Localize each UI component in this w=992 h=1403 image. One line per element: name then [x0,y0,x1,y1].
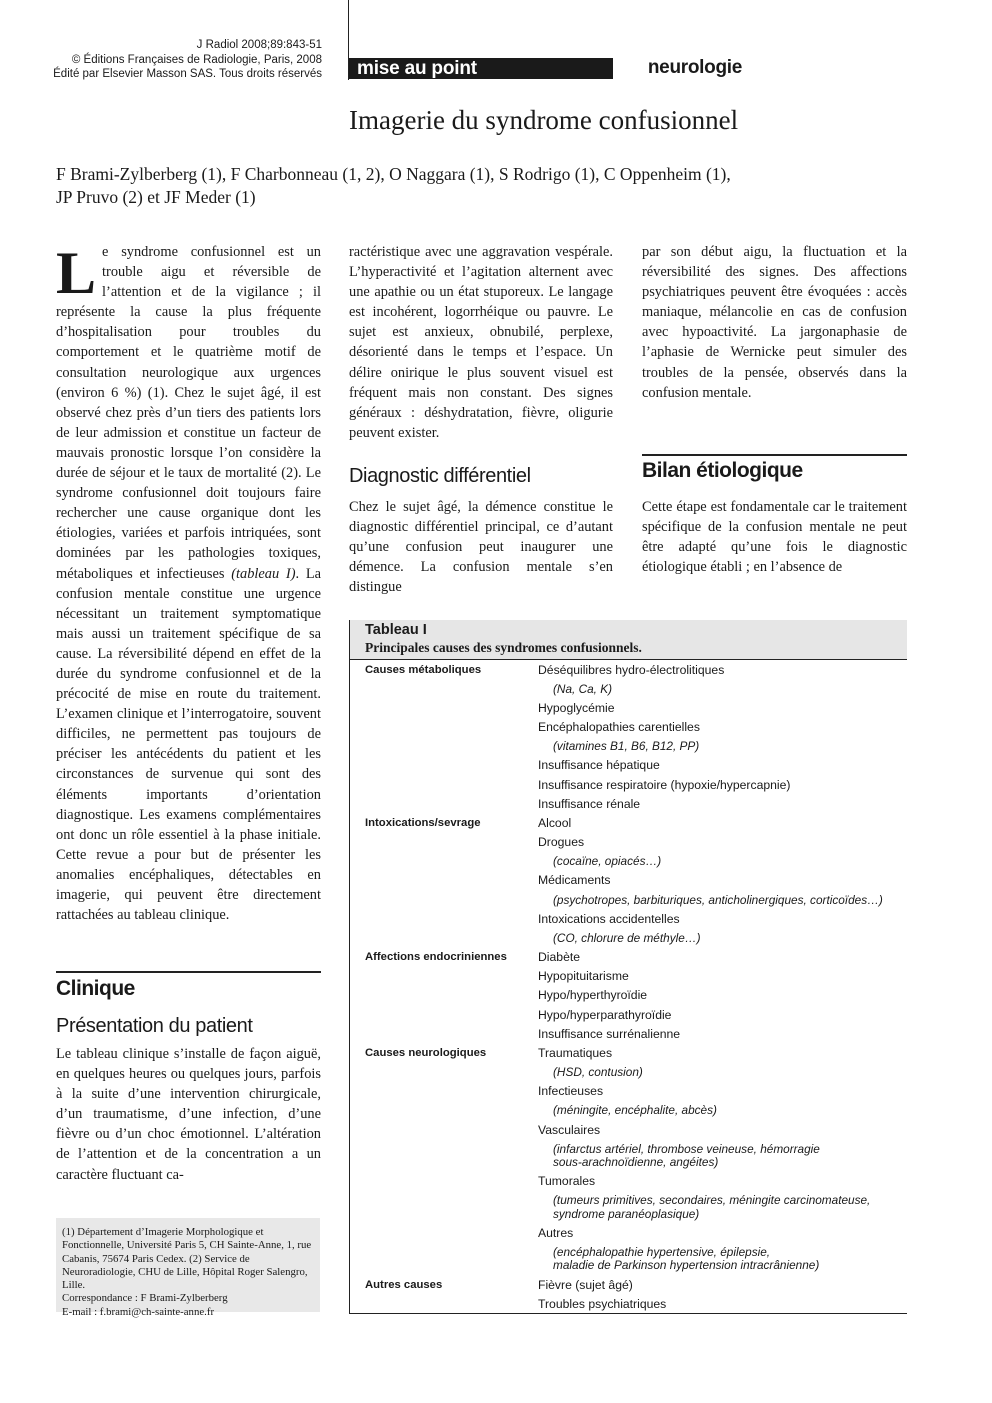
intro-paragraph [56,242,321,925]
table-category: Causes neurologiques [365,1047,487,1059]
table-item: Insuffisance respiratoire (hypoxie/hypercapnie) [538,778,791,792]
journal-reference: J Radiol 2008;89:843-51 [196,39,322,51]
column-3 [642,242,907,403]
diagnostic-paragraph [349,497,613,597]
table-item: Drogues [538,835,585,849]
table-item: Médicaments [538,873,611,887]
presentation-paragraph [56,1044,321,1185]
table-detail: syndrome paranéoplasique) [553,1207,700,1221]
table-item: Hypo/hyperparathyroïdie [538,1008,672,1022]
footnote-affiliations: (1) Département d’Imagerie Morphologique et Fonctionnelle, Université Paris 5, CH Sainte-Anne, 1, rue Cabanis, 75674 Paris Cedex. (2) Service de Neuroradiologie, CHU de Lille, Hôpital Roger Salengro, Lille. [62,1226,312,1292]
table-detail: sous-arachnoïdienne, angéites) [553,1155,719,1169]
column-1 [56,242,321,925]
table-title: Tableau I [365,622,427,638]
diagnostic-text-continued: par son début aigu, la fluctuation et la réversibilité des signes. Des affections psychiatriques peuvent être évoquées : accès maniaque, mélancolie en cas de confusion avec hypoactivité. La jargonaphasie de l’aphasie de Wernicke peut simuler des troubles de la pensée, observés dans la confusion mentale. [642,244,907,401]
table-category: Intoxications/sevrage [365,817,481,829]
column-2 [349,242,613,443]
table-detail: (méningite, encéphalite, abcès) [553,1103,717,1117]
presentation-text: Le tableau clinique s’installe de façon aiguë, en quelques heures ou quelques jours, parfois à la suite d’une intervention chirurgicale, d’un traumatisme, d’une infection, d’une fièvre ou d’un choc émotionnel. L’altération de l’attention et de la concentration a un caractère fluctuant ca- [56,1046,321,1183]
section-rule-bilan [642,454,907,456]
intro-text-1: e syndrome confusionnel est un trouble aigu et réversible de l’attention et de la vigilance ; il représente la cause la plus fréquente d’hospitalisation pour troubles du comportement et le quatrième motif de consultation neurologique aux urgences (environ 6 %) (1). Chez le sujet âgé, il est observé chez près d’un tiers des patients lors de leur admission et constitue un facteur de mauvais pronostic lorsque l’on considère la durée de séjour et le taux de mortalité (2). Le syndrome confusionnel doit toujours faire rechercher une cause organique dont les étiologies, variées et parfois intriquées, sont dominées par les pathologies toxiques, métaboliques et infectieuses [56,244,321,582]
table-category: Autres causes [365,1279,443,1291]
table-detail: (encéphalopathie hypertensive, épilepsie, [553,1245,771,1259]
table-item: Insuffisance hépatique [538,758,660,772]
heading-presentation: Présentation du patient [56,1015,253,1037]
heading-diagnostic: Diagnostic différentiel [349,465,531,487]
table-item: Encéphalopathies carentielles [538,720,700,734]
table-left-border [349,620,350,1314]
table-item: Infectieuses [538,1084,604,1098]
table-detail: (infarctus artériel, thrombose veineuse, hémorragie [553,1142,820,1156]
table-detail: (cocaïne, opiacés…) [553,854,662,868]
footnote-email[interactable]: E-mail : f.brami@ch-sainte-anne.fr [62,1305,215,1318]
affiliations-footnote [56,1218,320,1318]
table-item: Fièvre (sujet âgé) [538,1278,633,1292]
table-item: Insuffisance surrénalienne [538,1027,681,1041]
copyright-line: © Éditions Françaises de Radiologie, Paris, 2008 [71,53,322,66]
table-item: Insuffisance rénale [538,797,641,811]
authors-line-2: JP Pruvo (2) et JF Meder (1) [56,187,256,207]
category-banner: mise au point [349,58,613,79]
table-detail: (HSD, contusion) [553,1065,643,1079]
heading-clinique: Clinique [56,977,135,1000]
table-caption: Principales causes des syndromes confusionnels. [365,640,642,655]
footnote-correspondence: Correspondance : F Brami-Zylberberg [62,1292,228,1305]
heading-bilan: Bilan étiologique [642,459,803,482]
section-label: neurologie [647,57,742,78]
clinical-text-continued: ractéristique avec une aggravation vespérale. L’hyperactivité et l’agitation alternent avec une apathie ou un état stuporeux. Le langage est incohérent, logorrhéique ou pauvre. Le sujet est anxieux, obnubilé, perplexe, désorienté dans le temps et l’espace. Un délire onirique le plus souvent visuel est fréquent mais non constant. Des signes généraux : déshydratation, fièvre, oligurie peuvent exister. [349,244,613,441]
table-item: Troubles psychiatriques [538,1297,667,1311]
intro-text-2: . La confusion mentale constitue une urgence nécessitant un traitement symptomatique mais aussi un traitement spécifique de sa cause. La réversibilité dépend en effet de la durée du syndrome confusionnel et de la précocité de mise en route du traitement. L’examen clinique et l’interrogatoire, souvent difficiles, ne permettent pas toujours de préciser les antécédents du patient et les circonstances de survenue qui sont des éléments importants d’orientation diagnostique. Les examens complémentaires ont donc un rôle essentiel à la phase initiale. Cette revue a pour but de présenter les anomalies encéphaliques, détectables en imagerie, qui peuvent être directement rattachées au tableau clinique. [56,565,321,924]
table-item: Autres [538,1226,574,1240]
table-item: Hypoglycémie [538,701,615,715]
table-detail: (Na, Ca, K) [553,682,612,696]
table-detail: (CO, chlorure de méthyle…) [553,931,701,945]
table-category: Affections endocriniennes [365,951,507,963]
journal-info [40,38,322,82]
publisher-line: Édité par Elsevier Masson SAS. Tous droits réservés [53,68,322,80]
table-item: Hypo/hyperthyroïdie [538,988,648,1002]
table-detail: (psychotropes, barbituriques, anticholinergiques, corticoïdes…) [553,893,883,907]
table-item: Déséquilibres hydro-électrolitiques [538,663,725,677]
bilan-paragraph [642,497,907,577]
table-item: Vasculaires [538,1123,601,1137]
table-detail: (tumeurs primitives, secondaires, méningite carcinomateuse, [553,1193,871,1207]
table-item: Traumatiques [538,1046,613,1060]
drop-cap: L [56,240,97,306]
table-reference-link[interactable]: (tableau I) [231,565,296,582]
section-rule-clinique [56,971,321,973]
table-item: Hypopituitarisme [538,969,629,983]
diagnostic-text: Chez le sujet âgé, la démence constitue le diagnostic différentiel principal, ce d’autant qu’une confusion peut inaugurer une démence. La confusion mentale s’en distingue [349,499,613,596]
table-item: Alcool [538,816,572,830]
authors-line-1: F Brami-Zylberberg (1), F Charbonneau (1, 2), O Naggara (1), S Rodrigo (1), C Oppenheim (1), [56,164,731,184]
authors [56,163,916,209]
table-item: Diabète [538,950,581,964]
bilan-text: Cette étape est fondamentale car le traitement spécifique de la confusion mentale ne peut être adapté qu’une fois le diagnostic étiologique établi ; en l’absence de [642,499,907,576]
article-title: Imagerie du syndrome confusionnel [349,105,739,135]
table-detail: (vitamines B1, B6, B12, PP) [553,739,700,753]
table-item: Tumorales [538,1174,596,1188]
table-header-rule [350,659,907,660]
table-bottom-border [349,1313,907,1314]
table-item: Intoxications accidentelles [538,912,680,926]
table-detail: maladie de Parkinson hypertension intracrânienne) [553,1258,820,1272]
table-category: Causes métaboliques [365,664,482,676]
